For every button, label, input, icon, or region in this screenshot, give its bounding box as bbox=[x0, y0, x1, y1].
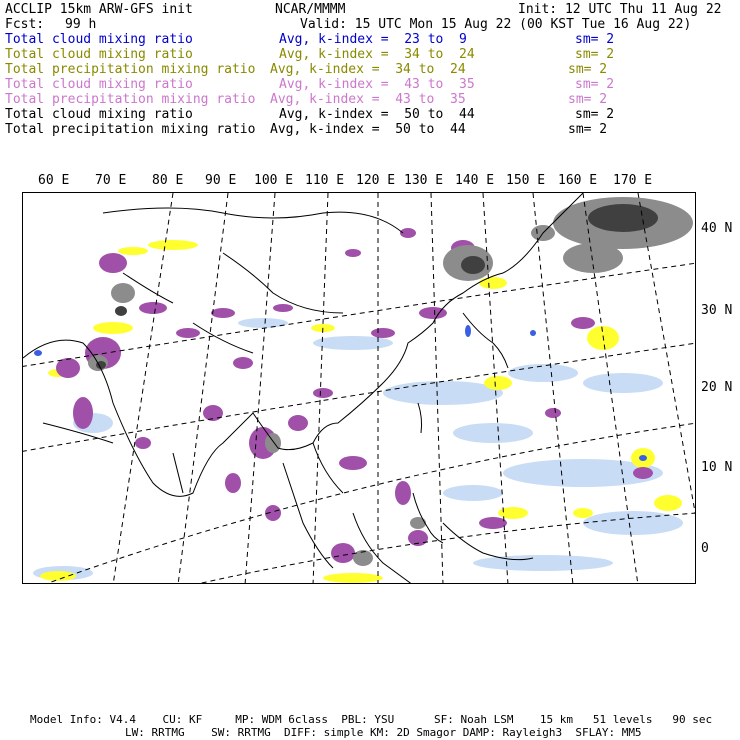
legend-avg-3: Avg, k-index = 34 to 24 bbox=[270, 62, 466, 77]
lon-label: 110 E bbox=[305, 173, 345, 188]
legend-field-4: Total cloud mixing ratio bbox=[5, 77, 193, 92]
legend-field-6: Total cloud mixing ratio bbox=[5, 107, 193, 122]
legend-sm-3: sm= 2 bbox=[568, 62, 608, 77]
lat-label: 30 N bbox=[701, 303, 733, 318]
legend-sm-5: sm= 2 bbox=[568, 92, 608, 107]
legend-field-2: Total cloud mixing ratio bbox=[5, 47, 193, 62]
cloud-fields bbox=[33, 197, 693, 583]
legend-field-7: Total precipitation mixing ratio bbox=[5, 122, 256, 137]
lon-label: 70 E bbox=[95, 173, 127, 188]
lat-label: 0 bbox=[701, 541, 709, 556]
valid-time: Valid: 15 UTC Mon 15 Aug 22 (00 KST Tue 16 Aug 22) bbox=[300, 17, 692, 32]
legend-field-5: Total precipitation mixing ratio bbox=[5, 92, 256, 107]
legend-avg-1: Avg, k-index = 23 to 9 bbox=[279, 32, 467, 47]
lon-label: 150 E bbox=[506, 173, 546, 188]
lat-label: 10 N bbox=[701, 460, 733, 475]
map-panel bbox=[22, 192, 696, 584]
lon-label: 80 E bbox=[152, 173, 184, 188]
legend-avg-5: Avg, k-index = 43 to 35 bbox=[270, 92, 466, 107]
lon-label: 130 E bbox=[404, 173, 444, 188]
lon-label: 170 E bbox=[613, 173, 653, 188]
lat-label: 20 N bbox=[701, 380, 733, 395]
init-time: Init: 12 UTC Thu 11 Aug 22 bbox=[518, 2, 722, 17]
legend-sm-4: sm= 2 bbox=[575, 77, 615, 92]
lon-label: 160 E bbox=[558, 173, 598, 188]
legend-avg-7: Avg, k-index = 50 to 44 bbox=[270, 122, 466, 137]
legend-sm-7: sm= 2 bbox=[568, 122, 608, 137]
legend-sm-1: sm= 2 bbox=[575, 32, 615, 47]
footer-model-info: Model Info: V4.4 CU: KF MP: WDM 6class PBL: YSU SF: Noah LSM 15 km 51 levels 90 sec bbox=[30, 713, 713, 726]
legend-field-3: Total precipitation mixing ratio bbox=[5, 62, 256, 77]
legend-sm-6: sm= 2 bbox=[575, 107, 615, 122]
lon-label: 140 E bbox=[455, 173, 495, 188]
footer-physics-info: LW: RRTMG SW: RRTMG DIFF: simple KM: 2D Smagor DAMP: Rayleigh3 SFLAY: MM5 bbox=[125, 726, 642, 739]
legend-sm-2: sm= 2 bbox=[575, 47, 615, 62]
lat-label: 40 N bbox=[701, 221, 733, 236]
map-canvas bbox=[23, 193, 696, 584]
forecast-label: Fcst: bbox=[5, 17, 45, 32]
forecast-hours: 99 h bbox=[65, 17, 97, 32]
model-title: ACCLIP 15km ARW-GFS init bbox=[5, 2, 193, 17]
lon-label: 120 E bbox=[356, 173, 396, 188]
lon-label: 100 E bbox=[254, 173, 294, 188]
lon-label: 90 E bbox=[205, 173, 237, 188]
legend-field-1: Total cloud mixing ratio bbox=[5, 32, 193, 47]
organization: NCAR/MMMM bbox=[275, 2, 346, 17]
legend-avg-4: Avg, k-index = 43 to 35 bbox=[279, 77, 475, 92]
legend-avg-2: Avg, k-index = 34 to 24 bbox=[279, 47, 475, 62]
lon-label: 60 E bbox=[38, 173, 70, 188]
legend-avg-6: Avg, k-index = 50 to 44 bbox=[279, 107, 475, 122]
